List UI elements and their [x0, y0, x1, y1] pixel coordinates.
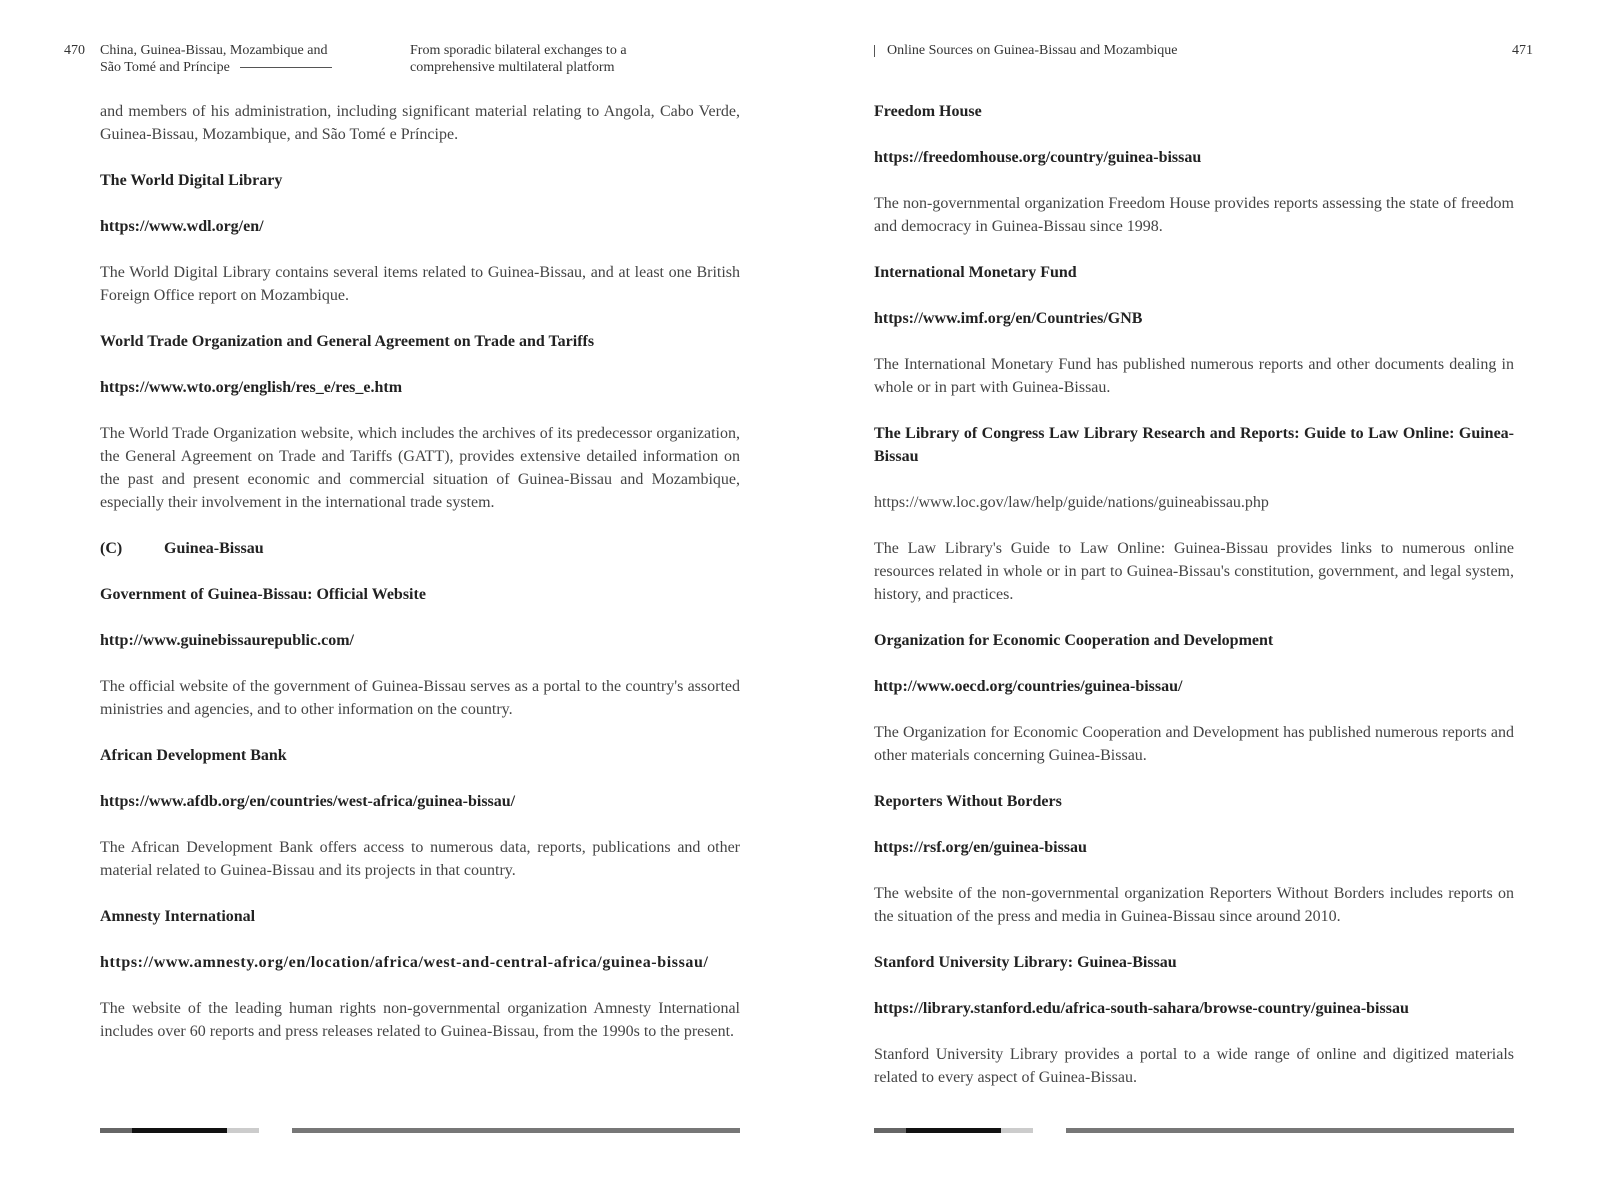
entry-description: The official website of the government of Guinea-Bissau serves as a portal to the country's assorted ministries and agencies, and to other information on the country. [100, 678, 740, 718]
entry-description: The World Trade Organization website, which includes the archives of its predecessor organization, the General Agreement on Trade and Tariffs (GATT), provides extensive detailed information on the past and present economic and commercial situation of Guinea-Bissau and Mozambique, especially their involvement in the international trade system. [100, 425, 740, 511]
entry-description: The website of the leading human rights non-governmental organization Amnesty International includes over 60 reports and press releases related to Guinea-Bissau, from the 1990s to the present. [100, 1000, 740, 1040]
entry-link[interactable]: http://www.guinebissaurepublic.com/ [100, 632, 354, 649]
footer-bar-segment [1001, 1128, 1033, 1133]
entry-title: International Monetary Fund [874, 264, 1077, 281]
entry-title: Amnesty International [100, 908, 256, 925]
entry-link[interactable]: https://www.imf.org/en/Countries/GNB [874, 310, 1143, 327]
intro-paragraph: and members of his administration, including significant material relating to Angola, Cabo Verde, Guinea-Bissau, Mozambique, and São Tomé e Príncipe. [100, 103, 740, 143]
header-rule [240, 67, 332, 68]
footer-bar-segment [227, 1128, 259, 1133]
entry-description: The non-governmental organization Freedom House provides reports assessing the state of freedom and democracy in Guinea-Bissau since 1998. [874, 195, 1514, 235]
entry-title: Reporters Without Borders [874, 793, 1062, 810]
footer-bar-segment [132, 1128, 227, 1133]
header-divider [874, 45, 875, 57]
footer-bar-segment [292, 1128, 740, 1133]
footer-bar-segment [874, 1128, 906, 1133]
entry-link[interactable]: http://www.oecd.org/countries/guinea-bissau/ [874, 678, 1183, 695]
chapter-title-line1: From sporadic bilateral exchanges to a [410, 43, 627, 58]
right-page [800, 0, 1600, 1200]
entry-title: The World Digital Library [100, 172, 283, 189]
left-page-body [100, 100, 740, 1066]
entry-description: The Law Library's Guide to Law Online: Guinea-Bissau provides links to numerous online resources related in whole or in part to Guinea-Bissau's constitution, government, and legal system, history, and practices. [874, 540, 1514, 603]
entry-description: The website of the non-governmental organization Reporters Without Borders includes reports on the situation of the press and media in Guinea-Bissau since around 2010. [874, 885, 1514, 925]
footer-bar-segment [100, 1128, 132, 1133]
section-heading [100, 537, 740, 560]
entry-description: Stanford University Library provides a portal to a wide range of online and digitized materials related to every aspect of Guinea-Bissau. [874, 1046, 1514, 1086]
entry-link[interactable]: https://library.stanford.edu/africa-south-sahara/browse-country/guinea-bissau [874, 1000, 1409, 1017]
entry-description: The World Digital Library contains several items related to Guinea-Bissau, and at least one British Foreign Office report on Mozambique. [100, 264, 740, 304]
chapter-running-head [410, 42, 627, 76]
left-running-head [100, 42, 332, 76]
right-page-body [874, 100, 1514, 1112]
entry-description: The Organization for Economic Cooperation and Development has published numerous reports and other materials concerning Guinea-Bissau. [874, 724, 1514, 764]
entry-link[interactable]: https://www.wto.org/english/res_e/res_e.htm [100, 379, 403, 396]
book-title-line2: São Tomé and Príncipe [100, 60, 230, 75]
entry-title: Government of Guinea-Bissau: Official Website [100, 586, 426, 603]
right-section-title: Online Sources on Guinea-Bissau and Mozambique [887, 43, 1178, 58]
right-running-head [874, 42, 1177, 59]
entry-link[interactable]: https://www.wdl.org/en/ [100, 218, 264, 235]
entry-link[interactable]: https://freedomhouse.org/country/guinea-bissau [874, 149, 1202, 166]
footer-bar-segment [906, 1128, 1001, 1133]
entry-description: The African Development Bank offers access to numerous data, reports, publications and other material related to Guinea-Bissau and its projects in that country. [100, 839, 740, 879]
entry-link[interactable]: https://www.afdb.org/en/countries/west-africa/guinea-bissau/ [100, 793, 516, 810]
left-page-number: 470 [64, 43, 85, 58]
entry-link[interactable]: https://www.amnesty.org/en/location/africa/west-and-central-africa/guinea-bissau/ [100, 954, 709, 971]
section-name: Guinea-Bissau [164, 540, 264, 557]
entry-link[interactable]: https://rsf.org/en/guinea-bissau [874, 839, 1087, 856]
entry-title: Freedom House [874, 103, 982, 120]
entry-title: World Trade Organization and General Agreement on Trade and Tariffs [100, 333, 595, 350]
chapter-title-line2: comprehensive multilateral platform [410, 60, 615, 75]
entry-title: African Development Bank [100, 747, 287, 764]
entry-title: Stanford University Library: Guinea-Bissau [874, 954, 1177, 971]
book-title-line1: China, Guinea-Bissau, Mozambique and [100, 43, 328, 58]
right-page-number: 471 [1512, 43, 1533, 58]
entry-link[interactable]: https://www.loc.gov/law/help/guide/nations/guineabissau.php [874, 494, 1269, 511]
entry-description: The International Monetary Fund has published numerous reports and other documents dealing in whole or in part with Guinea-Bissau. [874, 356, 1514, 396]
entry-title: Organization for Economic Cooperation and Development [874, 632, 1274, 649]
footer-bar-segment [1066, 1128, 1514, 1133]
section-letter: (C) [100, 540, 123, 557]
entry-title: The Library of Congress Law Library Research and Reports: Guide to Law Online: Guinea-Bissau [874, 425, 1514, 465]
